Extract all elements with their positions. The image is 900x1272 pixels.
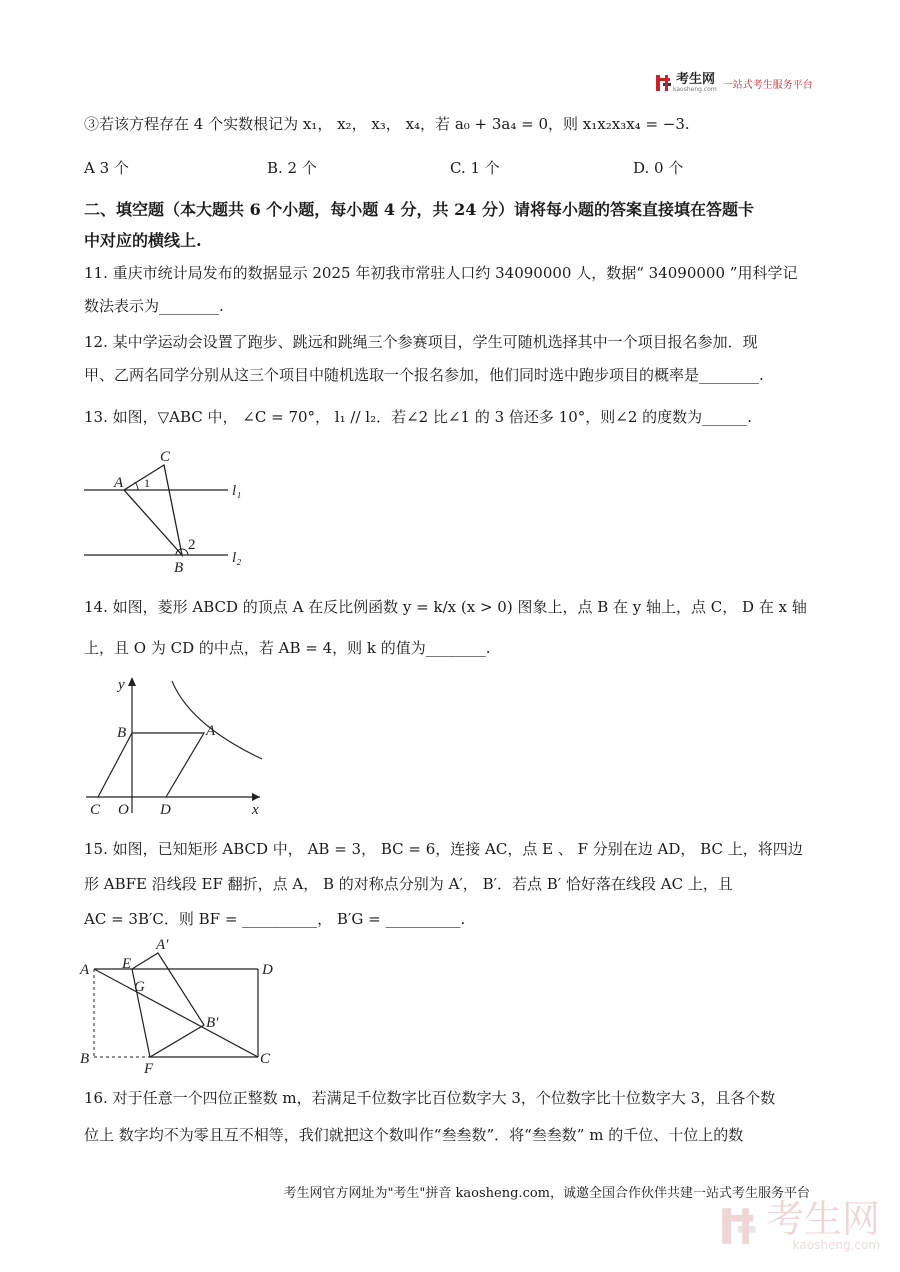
section-heading-line2: 中对应的横线上. — [84, 231, 202, 250]
q13-figure — [80, 445, 260, 577]
q10-condition-3: ③若该方程存在 4 个实数根记为 x₁， x₂， x₃， x₄，若 a₀ + 3a₄ = 0，则 x₁x₂x₃x₄ = −3. — [84, 115, 690, 133]
q12-line1: 12. 某中学运动会设置了跑步、跳远和跳绳三个参赛项目，学生可随机选择其中一个项目报名参加．现 — [84, 333, 758, 351]
q10-option-a: A 3 个 — [84, 159, 129, 177]
q15-label-b-prime: B′ — [206, 1015, 219, 1031]
q13-label-a: A — [114, 475, 124, 491]
q14-label-d: D — [160, 802, 171, 818]
kaosheng-logo-icon — [655, 74, 673, 92]
q16-line2: 位上 数字均不为零且互不相等，我们就把这个数叫作“叁叁数”．将“叁叁数” m 的千位、十位上的数 — [84, 1126, 744, 1144]
q13-label-angle1: 1 — [144, 476, 150, 490]
q11-line1: 11. 重庆市统计局发布的数据显示 2025 年初我市常驻人口约 34090000 人，数据“ 34090000 ”用科学记 — [84, 264, 798, 282]
q14-label-b: B — [117, 725, 127, 741]
q15-line2: 形 ABFE 沿线段 EF 翻折，点 A， B 的对称点分别为 A′， B′．若点 B′ 恰好落在线段 AC 上，且 — [84, 875, 733, 893]
kaosheng-watermark — [720, 1197, 881, 1252]
kaosheng-logo — [655, 73, 813, 93]
watermark-logo-icon — [720, 1204, 760, 1248]
q15-figure — [78, 935, 288, 1075]
q14-figure — [80, 673, 280, 821]
q14-label-x: x — [252, 802, 259, 818]
q13-label-l2: l₂ — [232, 550, 242, 566]
q15-label-c: C — [260, 1051, 271, 1067]
watermark-text: 考生网 — [766, 1197, 881, 1241]
q15-label-f: F — [144, 1061, 154, 1075]
q15-label-e: E — [122, 956, 132, 972]
q13-label-c: C — [160, 449, 171, 465]
watermark-domain: kaosheng.com — [792, 1238, 881, 1252]
q14-label-o: O — [118, 802, 129, 818]
q12-line2: 甲、乙两名同学分别从这三个项目中随机选取一个报名参加，他们同时选中跑步项目的概率是________. — [84, 366, 764, 384]
q14-label-y: y — [118, 677, 125, 693]
q11-line2: 数法表示为________. — [84, 297, 224, 315]
q15-label-a-prime: A′ — [156, 937, 169, 953]
q15-line3: AC = 3B′C．则 BF = __________， B′G = __________. — [84, 910, 466, 928]
q13-label-angle2: 2 — [188, 537, 196, 553]
q15-label-a: A — [80, 962, 90, 978]
footer-note: 考生网官方网址为"考生"拼音 kaosheng.com，诚邀全国合作伙伴共建一站式考生服务平台 — [283, 1186, 810, 1201]
q10-option-d: D. 0 个 — [633, 159, 684, 177]
q14-line1: 14. 如图，菱形 ABCD 的顶点 A 在反比例函数 y = k/x (x > 0) 图象上，点 B 在 y 轴上，点 C， D 在 x 轴 — [84, 598, 807, 616]
q13-label-b: B — [174, 560, 184, 576]
q14-line2: 上，且 O 为 CD 的中点，若 AB = 4，则 k 的值为________. — [84, 639, 491, 657]
q15-label-d: D — [262, 962, 273, 978]
q15-line1: 15. 如图，已知矩形 ABCD 中， AB = 3， BC = 6，连接 AC，点 E 、 F 分别在边 AD， BC 上，将四边 — [84, 840, 803, 858]
logo-slogan: 一站式考生服务平台 — [722, 79, 813, 91]
section-heading-line1: 二、填空题（本大题共 6 个小题，每小题 4 分，共 24 分）请将每小题的答案直接填在答题卡 — [84, 200, 754, 219]
logo-brand: 考生网 — [676, 72, 716, 87]
q16-line1: 16. 对于任意一个四位正整数 m，若满足千位数字比百位数字大 3，个位数字比十位数字大 3，且各个数 — [84, 1089, 776, 1107]
q14-label-c: C — [90, 802, 101, 818]
q14-label-a: A — [206, 723, 216, 739]
logo-domain: kaosheng.com — [673, 86, 717, 93]
q10-option-b: B. 2 个 — [267, 159, 317, 177]
q13-label-l1: l₁ — [232, 483, 242, 499]
q13-text: 13. 如图，▽ABC 中， ∠C = 70°， l₁ // l₂．若∠2 比∠1 的 3 倍还多 10°，则∠2 的度数为______. — [84, 408, 752, 426]
q15-label-g: G — [134, 979, 145, 995]
q15-label-b: B — [80, 1051, 90, 1067]
q10-option-c: C. 1 个 — [450, 159, 500, 177]
